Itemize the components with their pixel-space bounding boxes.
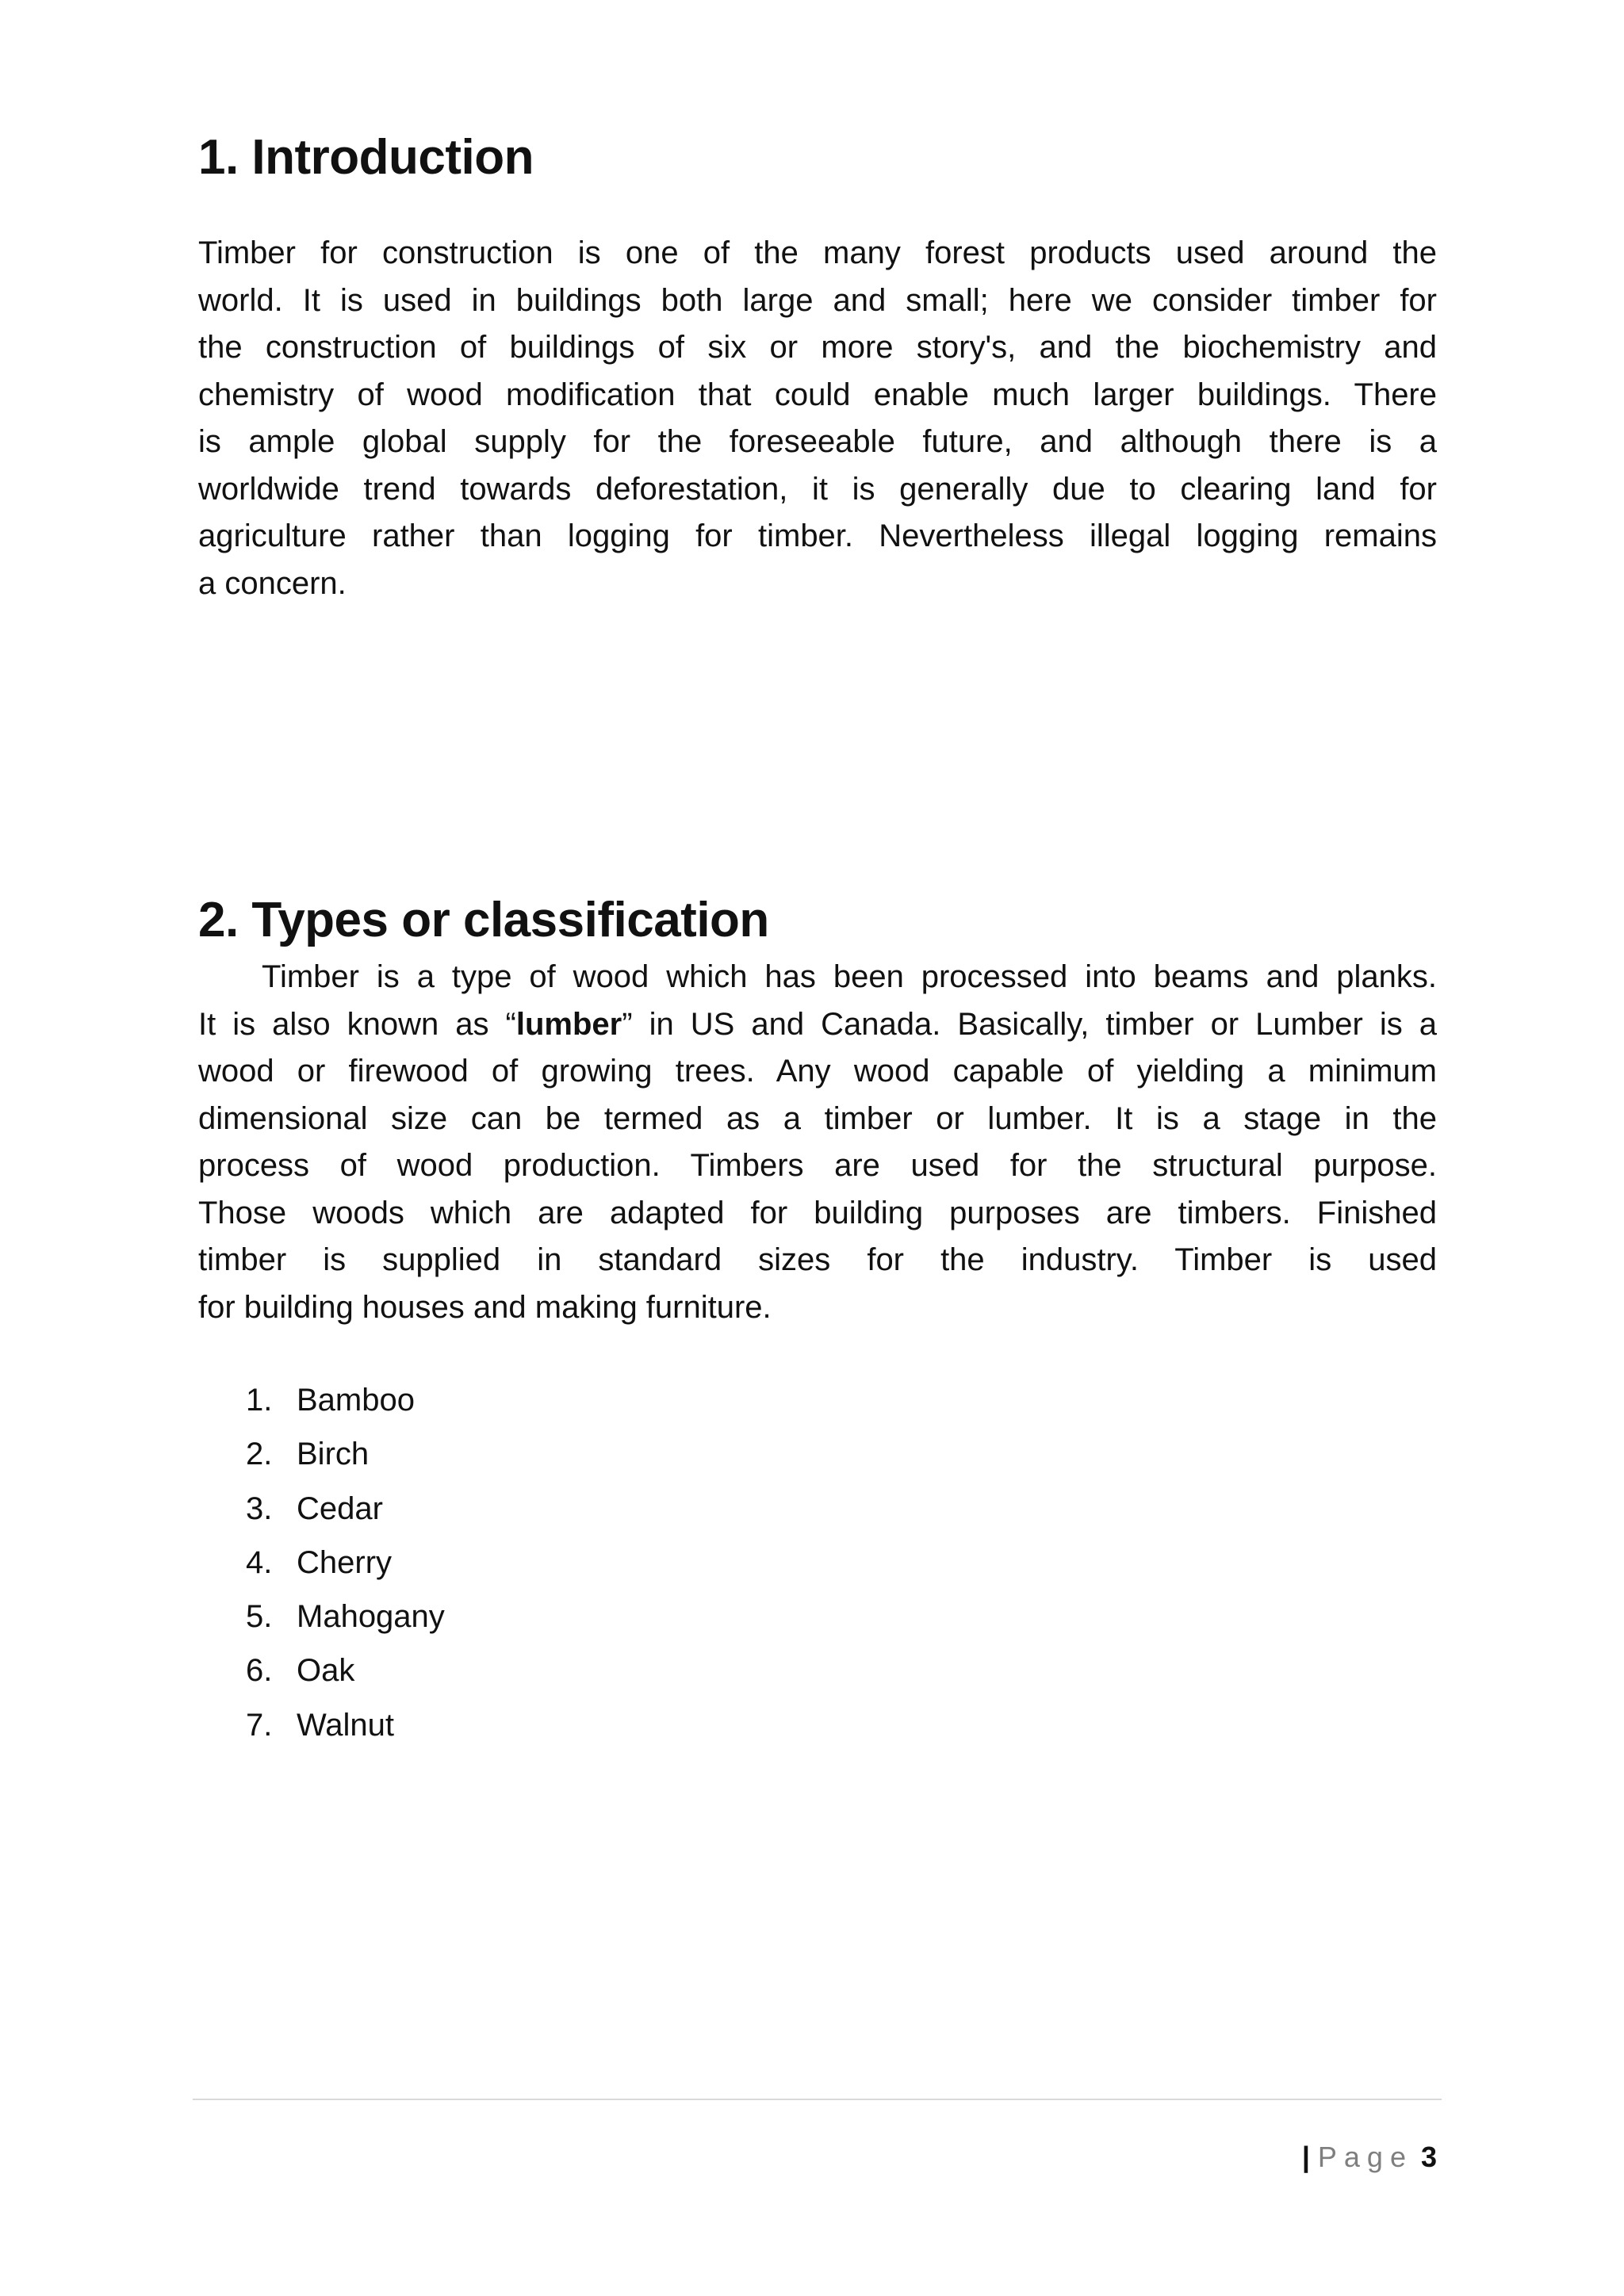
section-heading-types: 2. Types or classification (198, 893, 769, 947)
list-item (246, 1373, 445, 1427)
paragraph-line: chemistry of wood modification that could enable much larger buildings. There (198, 377, 1437, 412)
page-number-value: 3 (1420, 2141, 1437, 2173)
list-item-label: Bamboo (297, 1383, 415, 1418)
list-item (246, 1536, 445, 1590)
list-item-label: Mahogany (297, 1599, 445, 1635)
paragraph-line (198, 1001, 1437, 1049)
list-item-label: Cedar (297, 1490, 383, 1526)
list-item (246, 1644, 445, 1697)
list-item-number: 5. (246, 1599, 273, 1635)
paragraph-line: process of wood production. Timbers are used for the structural purpose. (198, 1148, 1437, 1183)
paragraph-line: Timber for construction is one of the many forest products used around the (198, 235, 1437, 270)
footer-divider (193, 2099, 1442, 2100)
page-label: Page (1317, 2141, 1413, 2173)
paragraph-line: for building houses and making furniture. (198, 1289, 772, 1325)
page-separator: | (1301, 2141, 1310, 2173)
bold-term-lumber: lumber (515, 1006, 622, 1042)
list-item-label: Walnut (297, 1707, 395, 1743)
list-item-number: 3. (246, 1490, 273, 1526)
list-item-label: Cherry (297, 1544, 393, 1580)
paragraph-line: agriculture rather than logging for timber. Nevertheless illegal logging remains (198, 519, 1437, 553)
introduction-paragraph (198, 230, 1437, 607)
paragraph-line: is ample global supply for the foreseeable future, and although there is a (198, 424, 1437, 459)
timber-types-list (246, 1373, 445, 1752)
paragraph-line: a concern. (198, 565, 347, 601)
list-item (246, 1698, 445, 1752)
page-number (1302, 2141, 1437, 2174)
paragraph-line: dimensional size can be termed as a timber or lumber. It is a stage in the (198, 1100, 1437, 1136)
list-item (246, 1590, 445, 1644)
text-run: It is also known as “ (198, 1006, 516, 1042)
list-item-number: 1. (246, 1383, 273, 1418)
paragraph-line: timber is supplied in standard sizes for the industry. Timber is used (198, 1242, 1437, 1277)
list-item (246, 1427, 445, 1481)
list-item-number: 4. (246, 1544, 273, 1580)
list-item (246, 1482, 445, 1536)
types-paragraph (198, 954, 1437, 1331)
list-item-number: 6. (246, 1653, 273, 1689)
paragraph-line: wood or firewood of growing trees. Any wood capable of yielding a minimum (198, 1054, 1437, 1089)
list-item-number: 7. (246, 1707, 273, 1743)
paragraph-line: Timber is a type of wood which has been processed into beams and planks. (262, 959, 1437, 994)
list-item-label: Oak (297, 1653, 355, 1689)
paragraph-line: Those woods which are adapted for building purposes are timbers. Finished (198, 1195, 1437, 1230)
list-item-number: 2. (246, 1437, 273, 1472)
text-run: ” in US and Canada. Basically, timber or Lumber is a (622, 1006, 1437, 1042)
paragraph-line: the construction of buildings of six or more story's, and the biochemistry and (198, 330, 1437, 365)
section-heading-introduction: 1. Introduction (198, 130, 534, 185)
paragraph-line: worldwide trend towards deforestation, it is generally due to clearing land for (198, 471, 1437, 507)
list-item-label: Birch (297, 1437, 370, 1472)
paragraph-line: world. It is used in buildings both large and small; here we consider timber for (198, 282, 1437, 318)
